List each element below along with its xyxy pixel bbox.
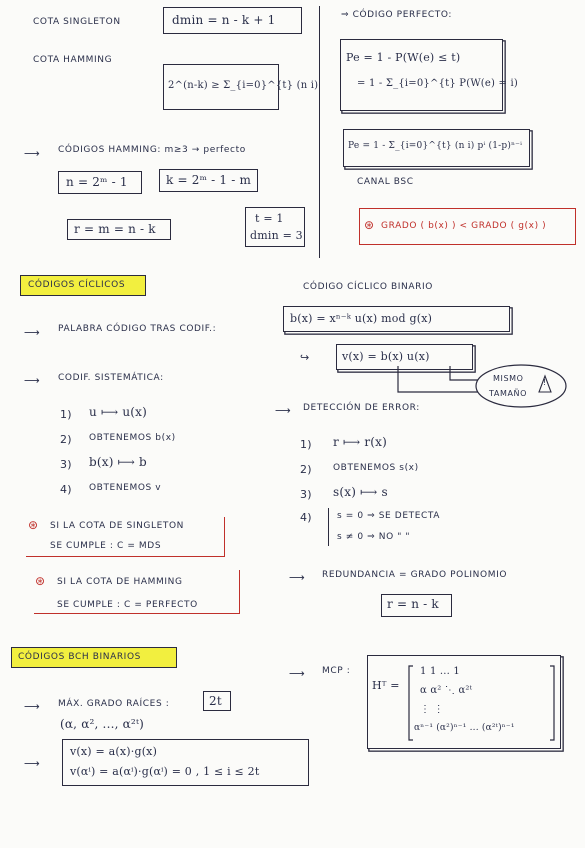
- det-step-number: 2): [300, 463, 312, 476]
- det-step-text: s ≠ 0 ⇒ NO " ": [337, 532, 411, 542]
- vx-formula: v(x) = a(x)·g(x): [70, 745, 158, 758]
- matrix-row3: ⋮ ⋮: [420, 704, 444, 715]
- mcp-label: MCP :: [322, 666, 351, 676]
- det-step-number: 3): [300, 488, 312, 501]
- cota-singleton-label: COTA SINGLETON: [33, 17, 121, 27]
- step-text: OBTENEMOS b(x): [89, 433, 176, 443]
- step-number: 2): [60, 433, 72, 446]
- max-grado-value: 2t: [209, 694, 222, 708]
- asterisk-icon: ⊛: [364, 218, 375, 232]
- vai-formula: v(αⁱ) = a(αⁱ)·g(αⁱ) = 0 , 1 ≤ i ≤ 2t: [70, 765, 260, 778]
- det-step-text: OBTENEMOS s(x): [333, 463, 419, 473]
- n-formula: n = 2ᵐ - 1: [66, 175, 128, 189]
- k-formula: k = 2ᵐ - 1 - m: [166, 173, 252, 187]
- singleton-formula: dmin = n - k + 1: [172, 13, 276, 27]
- arrow-icon: ⟶: [24, 326, 40, 339]
- matrix-row2: α α² ⋱ α²ᵗ: [420, 685, 473, 696]
- step-text: b(x) ⟼ b: [89, 455, 147, 469]
- det-step-text: s = 0 ⇒ SE DETECTA: [337, 511, 441, 521]
- arrow-icon: ⟶: [24, 374, 40, 387]
- arrow-icon: ⟶: [289, 571, 305, 584]
- arrow-icon: ⟶: [24, 700, 40, 713]
- asterisk-icon: ⊛: [35, 574, 46, 588]
- bch-heading: CÓDIGOS BCH BINARIOS: [18, 652, 141, 662]
- matrix-row4: αⁿ⁻¹ (α²)ⁿ⁻¹ ... (α²ᵗ)ⁿ⁻¹: [414, 723, 515, 733]
- ht-label: Hᵀ =: [372, 679, 400, 692]
- singleton-note-line2: SE CUMPLE : C = MDS: [50, 541, 162, 551]
- det-step-text: s(x) ⟼ s: [333, 485, 388, 499]
- codigo-ciclico-binario: CÓDIGO CÍCLICO BINARIO: [303, 282, 433, 292]
- pe-bsc-formula: Pe = 1 - Σ_{i=0}^{t} (n i) pⁱ (1-p)ⁿ⁻ⁱ: [348, 141, 523, 151]
- arrow-icon: ⟶: [24, 757, 40, 770]
- grado-note: GRADO ( b(x) ) < GRADO ( g(x) ): [381, 221, 547, 231]
- hamming-note-line2: SE CUMPLE : C = PERFECTO: [57, 600, 198, 610]
- arrow-icon: ⟶: [24, 147, 40, 160]
- bx-formula: b(x) = xⁿ⁻ᵏ u(x) mod g(x): [290, 312, 433, 325]
- warning-icon: !: [543, 378, 547, 387]
- max-grado-label: MÁX. GRADO RAÍCES :: [58, 699, 170, 709]
- arrow-icon: ⟶: [289, 667, 305, 680]
- step-text: u ⟼ u(x): [89, 405, 148, 419]
- step-number: 3): [60, 458, 72, 471]
- palabra-codigo-label: PALABRA CÓDIGO TRAS CODIF.:: [58, 324, 217, 334]
- tamano-label: TAMAÑO: [489, 389, 527, 398]
- codigos-ciclicos-heading: CÓDIGOS CÍCLICOS: [28, 280, 126, 290]
- asterisk-icon: ⊛: [28, 518, 39, 532]
- hook-arrow-icon: ↪: [300, 351, 310, 364]
- cota-hamming-label: COTA HAMMING: [33, 55, 113, 65]
- matrix-row1: 1 1 ... 1: [420, 666, 460, 677]
- raices: (α, α², ..., α²ᵗ): [60, 717, 144, 731]
- codif-sistematica-label: CODIF. SISTEMÁTICA:: [58, 373, 164, 383]
- canal-bsc: CANAL BSC: [357, 177, 414, 187]
- pe-line1: Pe = 1 - P(W(e) ≤ t): [346, 51, 461, 64]
- r-right-formula: r = n - k: [387, 597, 439, 611]
- det-step-number: 1): [300, 438, 312, 451]
- det-step-text: r ⟼ r(x): [333, 435, 388, 449]
- codigo-perfecto: ⇒ CÓDIGO PERFECTO:: [341, 10, 453, 20]
- arrow-icon: ⟶: [275, 404, 291, 417]
- pe-line2: = 1 - Σ_{i=0}^{t} P(W(e) = i): [357, 78, 518, 89]
- singleton-note-line1: SI LA COTA DE SINGLETON: [50, 521, 185, 531]
- step-number: 1): [60, 408, 72, 421]
- t-value: t = 1: [255, 212, 284, 225]
- redundancia-label: REDUNDANCIA = GRADO POLINOMIO: [322, 570, 508, 580]
- step-text: OBTENEMOS v: [89, 483, 162, 493]
- deteccion-label: DETECCIÓN DE ERROR:: [303, 403, 420, 413]
- dmin-value: dmin = 3: [250, 229, 303, 242]
- hamming-note-line1: SI LA COTA DE HAMMING: [57, 577, 183, 587]
- mismo-label: MISMO: [493, 374, 524, 383]
- hamming-formula: 2^(n-k) ≥ Σ_{i=0}^{t} (n i): [168, 80, 319, 91]
- r-formula: r = m = n - k: [74, 222, 156, 236]
- vx-right-formula: v(x) = b(x) u(x): [342, 350, 430, 363]
- codigos-hamming-line: CÓDIGOS HAMMING: m≥3 → perfecto: [58, 145, 246, 155]
- det-step-number: 4): [300, 511, 312, 524]
- step-number: 4): [60, 483, 72, 496]
